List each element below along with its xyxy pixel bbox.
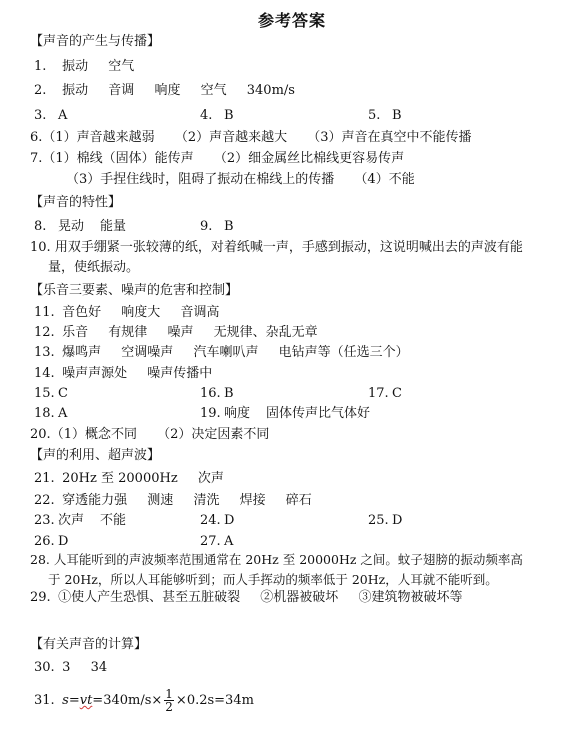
answer-text: 空气 xyxy=(200,83,227,98)
q-number: 8. xyxy=(34,219,47,234)
answer-15 xyxy=(34,386,68,402)
answer-text: 3 xyxy=(62,660,71,675)
answer-text-line1: 人耳能听到的声波频率范围通常在 20Hz 至 20000Hz 之间。蚊子翅膀的振动频率高 xyxy=(53,552,523,567)
answer-31 xyxy=(34,686,254,716)
answer-text: B xyxy=(392,108,402,123)
answer-22 xyxy=(34,493,328,509)
answer-text: B xyxy=(224,386,234,401)
answer-text: （2）决定因素不同 xyxy=(157,427,270,442)
answer-text: A xyxy=(58,108,68,123)
answer-text: B xyxy=(224,219,234,234)
answer-14 xyxy=(34,366,228,382)
section-heading-sound-production: 【声音的产生与传播】 xyxy=(30,34,161,49)
section-heading-sound-properties: 【声音的特性】 xyxy=(30,195,122,210)
answer-text: ②机器被破坏 xyxy=(260,590,339,605)
answer-text: 次声 xyxy=(58,513,85,528)
answer-text: 碎石 xyxy=(285,493,312,508)
answers-3-5 xyxy=(0,108,584,124)
answer-text: D xyxy=(224,513,235,528)
q-number: 21. xyxy=(34,471,55,486)
q-number: 13. xyxy=(34,345,55,360)
answer-7-line1 xyxy=(30,151,420,167)
q-number: 18. xyxy=(34,406,55,421)
answers-15-17 xyxy=(0,386,584,402)
q-number: 5. xyxy=(368,108,381,123)
answer-text: 噪声传播中 xyxy=(147,366,213,381)
fraction-denominator: 2 xyxy=(165,700,173,714)
answer-23 xyxy=(34,513,126,529)
answer-text: （4）不能 xyxy=(354,172,415,187)
answer-text: （1）棉线（固体）能传声 xyxy=(42,151,194,166)
answer-6 xyxy=(30,130,488,146)
fraction-numerator: 1 xyxy=(165,687,173,701)
formula-speed: =340m/s× xyxy=(92,693,163,708)
answer-text: C xyxy=(392,386,402,401)
q-number: 16. xyxy=(200,386,221,401)
formula-equals: = xyxy=(68,693,80,708)
q-number: 11. xyxy=(34,305,55,320)
answer-24 xyxy=(200,513,234,529)
q-number: 7. xyxy=(30,151,43,166)
answers-18-19 xyxy=(0,406,584,422)
answer-text: 20Hz 至 20000Hz xyxy=(62,471,178,486)
answer-21 xyxy=(34,471,240,487)
answer-12 xyxy=(34,325,334,341)
formula-fraction xyxy=(164,688,174,713)
q-number: 20. xyxy=(30,427,51,442)
q-number: 10. xyxy=(30,240,51,255)
answer-1 xyxy=(34,59,150,75)
answer-text-line1: 用双手绷紧一张较薄的纸，对着纸喊一声，手感到振动，这说明喊出去的声波有能 xyxy=(54,240,523,255)
answer-25 xyxy=(368,513,402,529)
answer-text: 34 xyxy=(90,660,108,675)
q-number: 31. xyxy=(34,693,55,708)
q-number: 2. xyxy=(34,83,47,98)
q-number: 23. xyxy=(34,513,55,528)
q-number: 1. xyxy=(34,59,47,74)
answer-text: 晃动 xyxy=(58,219,85,234)
answer-text: 振动 xyxy=(62,83,89,98)
answer-10 xyxy=(30,238,570,278)
answers-8-9 xyxy=(0,219,584,235)
answer-text: （2）声音越来越大 xyxy=(174,130,288,145)
answer-27 xyxy=(200,534,233,550)
answer-text: 不能 xyxy=(100,513,127,528)
q-number: 4. xyxy=(200,108,213,123)
answer-text-line2: 于 20Hz，所以人耳能够听到；而人手挥动的频率低于 20Hz，人耳就不能听到。 xyxy=(48,572,498,587)
q-number: 27. xyxy=(200,534,221,549)
answer-text: 噪声声源处 xyxy=(62,366,128,381)
answer-8 xyxy=(34,219,126,235)
answers-23-25 xyxy=(0,513,584,529)
answer-text: 爆鸣声 xyxy=(62,345,102,360)
formula-velocity-time: vt xyxy=(79,693,93,708)
section-heading-ultrasound: 【声的利用、超声波】 xyxy=(30,448,161,463)
answer-18 xyxy=(34,406,67,422)
answer-text: 噪声 xyxy=(167,325,194,340)
q-number: 19. xyxy=(200,406,221,421)
answer-text: ③建筑物被破坏等 xyxy=(358,590,463,605)
q-number: 25. xyxy=(368,513,389,528)
answer-text: 响度 xyxy=(154,83,181,98)
q-number: 29. xyxy=(30,590,51,605)
q-number: 17. xyxy=(368,386,389,401)
answer-29 xyxy=(30,590,478,606)
answer-11 xyxy=(34,305,235,321)
q-number: 9. xyxy=(200,219,213,234)
answer-text: 能量 xyxy=(100,219,127,234)
answer-text: 测速 xyxy=(147,493,174,508)
answer-text: 电钻声等（任选三个） xyxy=(278,345,409,360)
answer-19 xyxy=(200,406,370,422)
answer-text: 穿透能力强 xyxy=(62,493,128,508)
answer-text: 340m/s xyxy=(246,83,295,98)
q-number: 24. xyxy=(200,513,221,528)
answer-4 xyxy=(200,108,234,124)
answer-text: （3）声音在真空中不能传播 xyxy=(307,130,472,145)
answer-text: 乐音 xyxy=(62,325,89,340)
answer-text: 次声 xyxy=(197,471,224,486)
answer-20 xyxy=(30,427,285,443)
answers-26-27 xyxy=(0,534,584,550)
answer-text: C xyxy=(58,386,68,401)
answer-text: 空调噪声 xyxy=(121,345,174,360)
answer-26 xyxy=(34,534,68,550)
answer-text: （1）概念不同 xyxy=(50,427,137,442)
answer-text: 音色好 xyxy=(62,305,102,320)
answer-text: D xyxy=(58,534,69,549)
answer-text: （2）细金属丝比棉线更容易传声 xyxy=(213,151,405,166)
answer-text: D xyxy=(392,513,403,528)
q-number: 6. xyxy=(30,130,43,145)
answer-text: 音调高 xyxy=(180,305,220,320)
answer-text: 振动 xyxy=(62,59,89,74)
q-number: 3. xyxy=(34,108,47,123)
answer-text: 焊接 xyxy=(239,493,266,508)
answer-text: 有规律 xyxy=(108,325,148,340)
answer-7-line2 xyxy=(66,172,431,188)
page-title: 参考答案 xyxy=(257,11,326,30)
answer-3 xyxy=(34,108,67,124)
q-number: 22. xyxy=(34,493,55,508)
answer-5 xyxy=(368,108,402,124)
answer-17 xyxy=(368,386,402,402)
q-number: 28. xyxy=(30,552,50,567)
answer-text: A xyxy=(224,534,234,549)
formula-result: ×0.2s=34m xyxy=(175,693,254,708)
answer-text: ①使人产生恐惧、甚至五脏破裂 xyxy=(58,590,241,605)
answer-text: 响度 xyxy=(224,406,251,421)
answer-text: A xyxy=(58,406,68,421)
q-number: 26. xyxy=(34,534,55,549)
answer-text: （1）声音越来越弱 xyxy=(42,130,155,145)
answer-text: 响度大 xyxy=(121,305,161,320)
answer-text: 汽车喇叭声 xyxy=(193,345,259,360)
q-number: 15. xyxy=(34,386,55,401)
q-number: 12. xyxy=(34,325,55,340)
answer-28 xyxy=(30,550,570,590)
answer-text-line2: 量，使纸振动。 xyxy=(48,260,140,275)
q-number: 14. xyxy=(34,366,55,381)
answer-text: 无规律、杂乱无章 xyxy=(213,325,318,340)
answer-9 xyxy=(200,219,234,235)
section-heading-noise: 【乐音三要素、噪声的危害和控制】 xyxy=(30,283,239,298)
formula-distance-symbol: s xyxy=(62,693,69,708)
q-number: 30. xyxy=(34,660,55,675)
answer-13 xyxy=(34,345,425,361)
section-heading-calculation: 【有关声音的计算】 xyxy=(30,637,148,652)
answer-text: 空气 xyxy=(108,59,135,74)
answer-30 xyxy=(34,660,123,676)
answer-text: （3）手捏住线时，阻碍了振动在棉线上的传播 xyxy=(66,172,335,187)
answer-2 xyxy=(34,83,311,99)
answer-16 xyxy=(200,386,234,402)
answer-text: 固体传声比气体好 xyxy=(266,406,371,421)
answer-text: 音调 xyxy=(108,83,135,98)
answer-text: B xyxy=(224,108,234,123)
answer-text: 清洗 xyxy=(193,493,220,508)
